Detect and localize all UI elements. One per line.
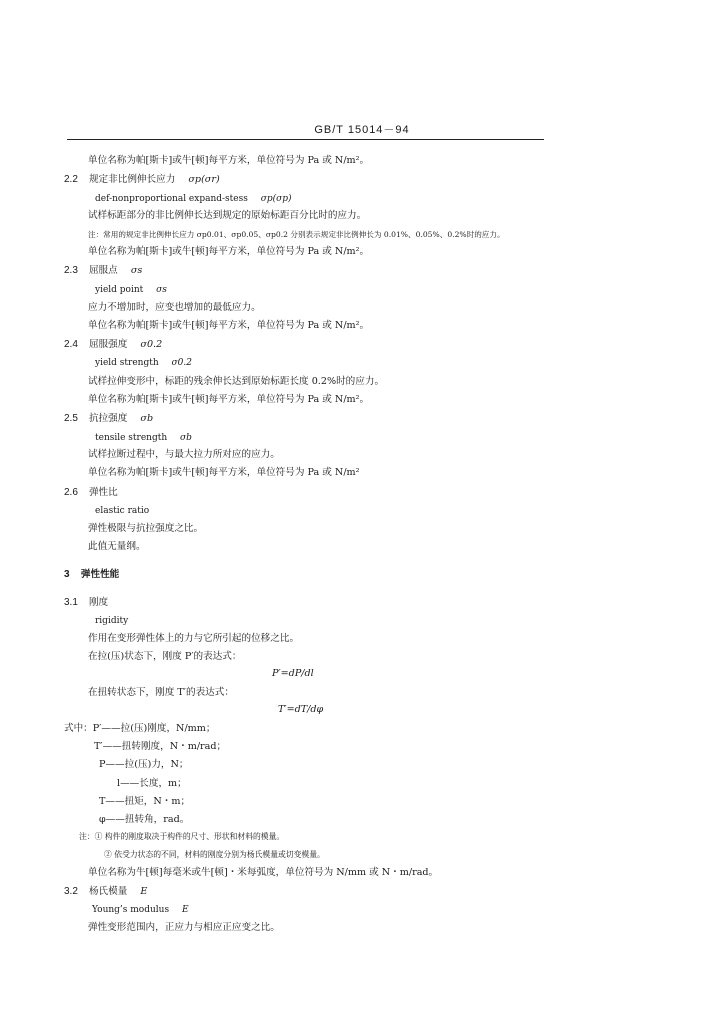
section-number: 2.6 bbox=[64, 487, 78, 498]
where-line: T——扭矩，N・m； bbox=[99, 796, 191, 807]
english-term-text: Young’s modulus bbox=[92, 905, 170, 915]
note: 注：常用的规定非比例伸长应力 σp0.01、σp0.05、σp0.2 分别表示规定非比例伸长为 0.01%、0.05%、0.2%时的应力。 bbox=[88, 230, 505, 239]
paragraph: 试样拉伸变形中，标距的残余伸长达到原始标距长度 0.2%时的应力。 bbox=[88, 376, 385, 387]
where-line: T′——扭转刚度，N・m/rad； bbox=[94, 741, 227, 752]
english-term-text: yield point bbox=[95, 285, 144, 295]
english-term-text: tensile strength bbox=[95, 433, 168, 443]
formula-torsion: T′=dT/dφ bbox=[278, 704, 324, 715]
english-term-text: def-nonproportional expand-stess bbox=[95, 194, 248, 204]
paragraph: 单位名称为帕[斯卡]或牛[顿]每平方米，单位符号为 Pa 或 N/m²。 bbox=[88, 320, 370, 331]
english-term: rigidity bbox=[95, 616, 129, 626]
paragraph: 试样拉断过程中，与最大拉力所对应的应力。 bbox=[88, 449, 280, 460]
section-number: 3.1 bbox=[64, 597, 78, 608]
section-2-3 bbox=[64, 265, 142, 277]
paragraph: 单位名称为帕[斯卡]或牛[顿]每平方米，单位符号为 Pa 或 N/m²。 bbox=[88, 394, 370, 405]
term: 杨氏模量 bbox=[88, 886, 128, 897]
english-term-symbol: E bbox=[181, 905, 189, 915]
term: 弹性比 bbox=[88, 487, 118, 498]
term-symbol: σs bbox=[130, 265, 143, 276]
paragraph: 应力不增加时，应变也增加的最低应力。 bbox=[88, 302, 261, 313]
section-3-2 bbox=[64, 886, 147, 898]
english-term bbox=[95, 432, 192, 444]
paragraph: 此值无量纲。 bbox=[88, 541, 146, 552]
paragraph: 单位名称为帕[斯卡]或牛[顿]每平方米，单位符号为 Pa 或 N/m²。 bbox=[88, 246, 370, 257]
note: 注：① 构件的刚度取决于构件的尺寸、形状和材料的模量。 bbox=[79, 832, 285, 841]
english-term bbox=[95, 357, 192, 369]
where-line: P——拉(压)力，N； bbox=[99, 759, 189, 770]
section-3 bbox=[64, 569, 119, 581]
section-2-6 bbox=[64, 487, 118, 499]
paragraph: 单位名称为帕[斯卡]或牛[顿]每平方米，单位符号为 Pa 或 N/m²。 bbox=[88, 155, 370, 166]
section-3-1 bbox=[64, 597, 108, 609]
term: 刚度 bbox=[88, 597, 109, 608]
paragraph: 在拉(压)状态下，刚度 P′的表达式： bbox=[88, 651, 242, 662]
section-2-4 bbox=[64, 339, 162, 351]
note: ② 依受力状态的不同，材料的刚度分别为杨氏模量或切变模量。 bbox=[104, 850, 325, 859]
section-2-2 bbox=[64, 174, 220, 186]
section-number: 3 bbox=[64, 569, 70, 580]
english-term: elastic ratio bbox=[95, 506, 150, 516]
english-term-symbol: σb bbox=[180, 433, 192, 443]
term: 抗拉强度 bbox=[88, 413, 128, 424]
term-symbol: E bbox=[140, 886, 148, 897]
section-number: 2.2 bbox=[64, 174, 78, 185]
where-line: l——长度，m； bbox=[117, 778, 187, 789]
paragraph: 单位名称为牛[顿]每毫米或牛[顿]・米每弧度，单位符号为 N/mm 或 N・m/rad。 bbox=[88, 867, 439, 878]
english-term bbox=[92, 904, 189, 916]
section-number: 2.4 bbox=[64, 339, 78, 350]
formula-tension: P′=dP/dl bbox=[272, 668, 314, 679]
where-line: φ——扭转角，rad。 bbox=[99, 814, 190, 825]
term: 屈服点 bbox=[88, 265, 118, 276]
section-title: 弹性性能 bbox=[80, 569, 120, 580]
english-term-symbol: σs bbox=[156, 285, 167, 295]
section-number: 2.3 bbox=[64, 265, 78, 276]
english-term bbox=[95, 193, 292, 205]
paragraph: 弹性变形范围内，正应力与相应正应变之比。 bbox=[88, 922, 280, 933]
where-line: 式中：P′——拉(压)刚度，N/mm； bbox=[64, 723, 216, 734]
term-symbol: σb bbox=[140, 413, 154, 424]
header-rule bbox=[67, 139, 544, 140]
paragraph: 弹性极限与抗拉强度之比。 bbox=[88, 523, 204, 534]
english-term-text: yield strength bbox=[95, 358, 159, 368]
english-term-symbol: σ0.2 bbox=[171, 358, 192, 368]
paragraph: 单位名称为帕[斯卡]或牛[顿]每平方米，单位符号为 Pa 或 N/m² bbox=[88, 467, 360, 478]
term: 屈服强度 bbox=[88, 339, 128, 350]
paragraph: 试样标距部分的非比例伸长达到规定的原始标距百分比时的应力。 bbox=[88, 210, 367, 221]
term-symbol: σ0.2 bbox=[140, 339, 163, 350]
english-term bbox=[95, 284, 167, 296]
section-2-5 bbox=[64, 413, 153, 425]
english-term-symbol: σp(σp) bbox=[260, 194, 292, 204]
paragraph: 在扭转状态下，刚度 T′的表达式： bbox=[88, 687, 234, 698]
paragraph: 作用在变形弹性体上的力与它所引起的位移之比。 bbox=[88, 633, 300, 644]
section-number: 2.5 bbox=[64, 413, 78, 424]
term: 规定非比例伸长应力 bbox=[88, 174, 176, 185]
term-symbol: σp(σr) bbox=[188, 174, 220, 185]
page-header: GB/T 15014－94 bbox=[314, 124, 410, 136]
section-number: 3.2 bbox=[64, 886, 78, 897]
